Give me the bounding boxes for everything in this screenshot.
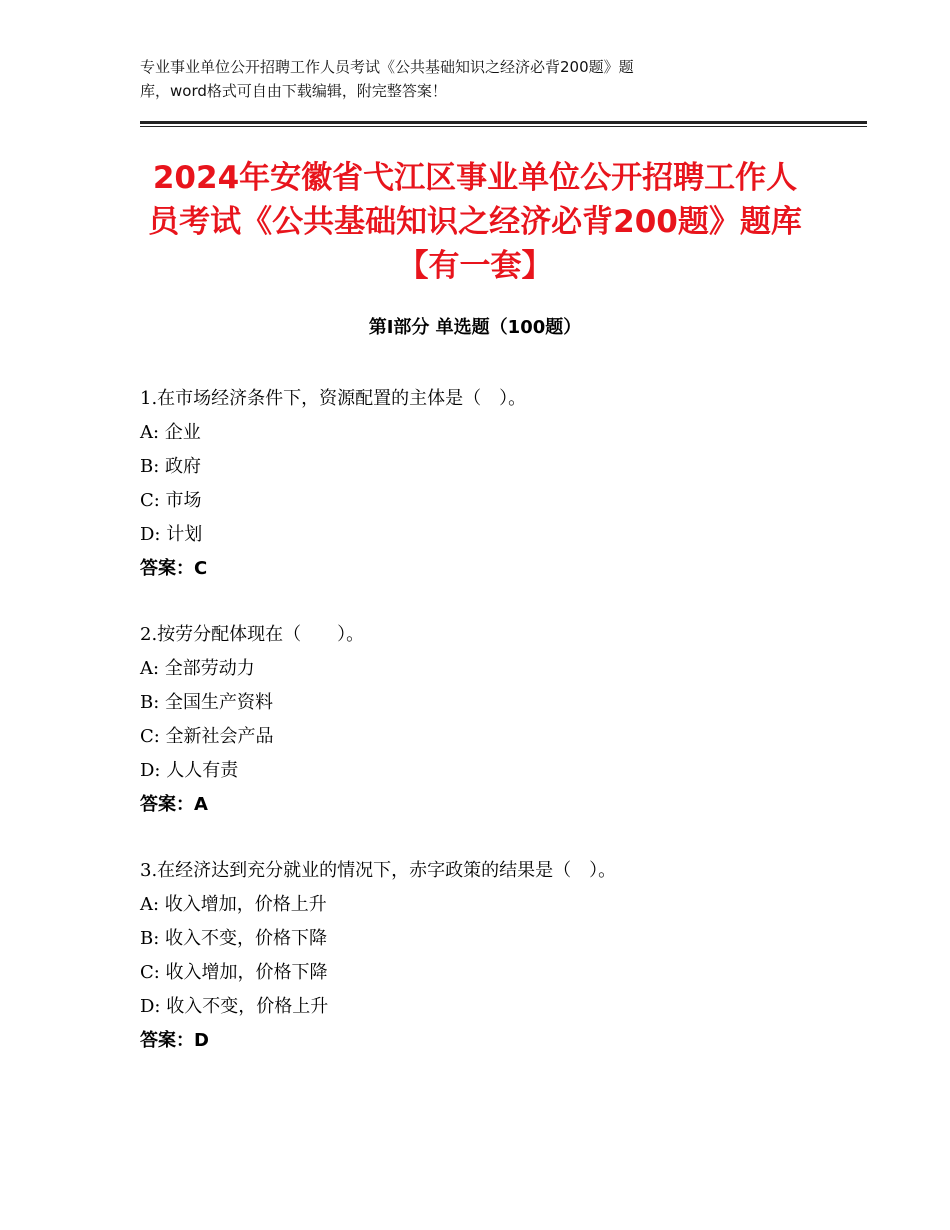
option-c: C: 全新社会产品 [140,726,274,747]
header-rule-thick [140,121,867,124]
question-1 [140,382,840,586]
question-stem: 2.按劳分配体现在（ ）。 [140,624,365,645]
option-d: D: 收入不变，价格上升 [140,996,329,1017]
option-a: A: 企业 [140,422,201,443]
question-stem: 1.在市场经济条件下，资源配置的主体是（ ）。 [140,388,527,409]
header-rule-thin [140,126,867,127]
answer: 答案：A [140,794,208,815]
option-d: D: 人人有责 [140,760,239,781]
option-b: B: 收入不变，价格下降 [140,928,328,949]
option-a: A: 全部劳动力 [140,658,255,679]
option-b: B: 政府 [140,456,202,477]
document-title: 2024年安徽省弋江区事业单位公开招聘工作人员考试《公共基础知识之经济必背200题》题库【有一套】 [148,160,802,284]
question-list [140,382,840,1090]
option-d: D: 计划 [140,524,203,545]
option-c: C: 收入增加，价格下降 [140,962,328,983]
question-3 [140,854,840,1058]
header-note: 专业事业单位公开招聘工作人员考试《公共基础知识之经济必背200题》题 库，word格式可自由下载编辑，附完整答案！ [140,58,634,100]
option-b: B: 全国生产资料 [140,692,274,713]
answer: 答案：D [140,1030,209,1051]
question-stem: 3.在经济达到充分就业的情况下，赤字政策的结果是（ ）。 [140,860,617,881]
answer: 答案：C [140,558,208,579]
option-c: C: 市场 [140,490,202,511]
question-2 [140,618,840,822]
section-title: 第Ⅰ部分 单选题（100题） [368,317,582,338]
option-a: A: 收入增加，价格上升 [140,894,327,915]
